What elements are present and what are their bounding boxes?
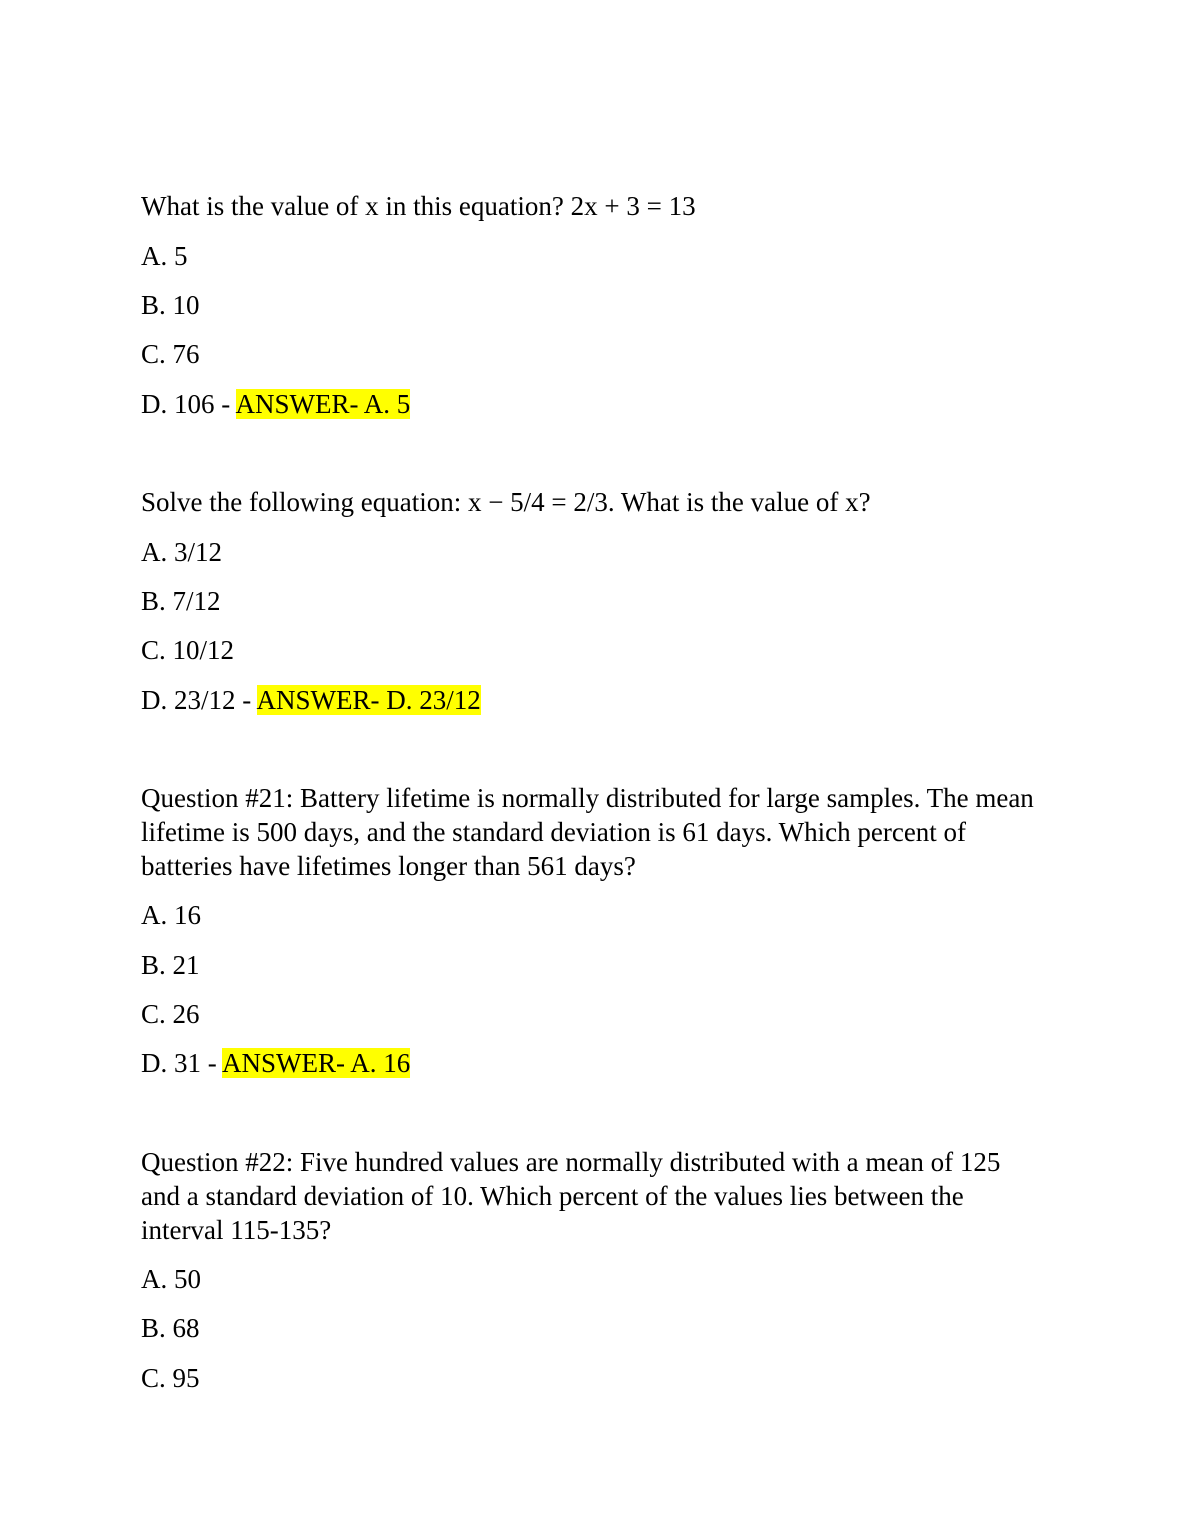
question-3-stem-line-1: Question #21: Battery lifetime is normally distributed for large samples. The mean bbox=[141, 783, 1034, 813]
question-2-option-c: C. 10/12 bbox=[141, 635, 235, 665]
question-1-option-d: D. 106 - bbox=[141, 389, 236, 419]
question-1-option-c: C. 76 bbox=[141, 339, 200, 369]
question-4-option-a: A. 50 bbox=[141, 1264, 201, 1294]
question-3-stem-line-2: lifetime is 500 days, and the standard deviation is 61 days. Which percent of bbox=[141, 817, 967, 847]
question-2-option-b: B. 7/12 bbox=[141, 586, 221, 616]
question-3-option-d: D. 31 - bbox=[141, 1048, 222, 1078]
question-2-answer: ANSWER- D. 23/12 bbox=[256, 685, 481, 715]
question-4-option-c: C. 95 bbox=[141, 1363, 200, 1393]
question-3-answer: ANSWER- A. 16 bbox=[222, 1048, 411, 1078]
question-1-stem: What is the value of x in this equation? 2x + 3 = 13 bbox=[141, 191, 696, 221]
question-2-option-a: A. 3/12 bbox=[141, 537, 222, 567]
question-2-option-d-row bbox=[141, 683, 1051, 717]
question-1-option-a: A. 5 bbox=[141, 241, 188, 271]
question-3-option-c: C. 26 bbox=[141, 999, 200, 1029]
question-4-option-b: B. 68 bbox=[141, 1313, 200, 1343]
question-2-stem: Solve the following equation: x − 5/4 = 2/3. What is the value of x? bbox=[141, 487, 871, 517]
question-3-stem-line-3: batteries have lifetimes longer than 561 days? bbox=[141, 851, 636, 881]
question-1-option-b: B. 10 bbox=[141, 290, 200, 320]
question-1-option-d-row bbox=[141, 387, 1051, 421]
question-3-option-a: A. 16 bbox=[141, 900, 201, 930]
question-2-option-d: D. 23/12 - bbox=[141, 685, 257, 715]
question-4-stem-line-1: Question #22: Five hundred values are normally distributed with a mean of 125 bbox=[141, 1147, 1001, 1177]
question-4-stem-line-2: and a standard deviation of 10. Which percent of the values lies between the bbox=[141, 1181, 964, 1211]
question-1-answer: ANSWER- A. 5 bbox=[235, 389, 411, 419]
question-3-option-b: B. 21 bbox=[141, 950, 200, 980]
question-3-option-d-row bbox=[141, 1046, 1051, 1080]
question-4-stem-line-3: interval 115-135? bbox=[141, 1215, 332, 1245]
